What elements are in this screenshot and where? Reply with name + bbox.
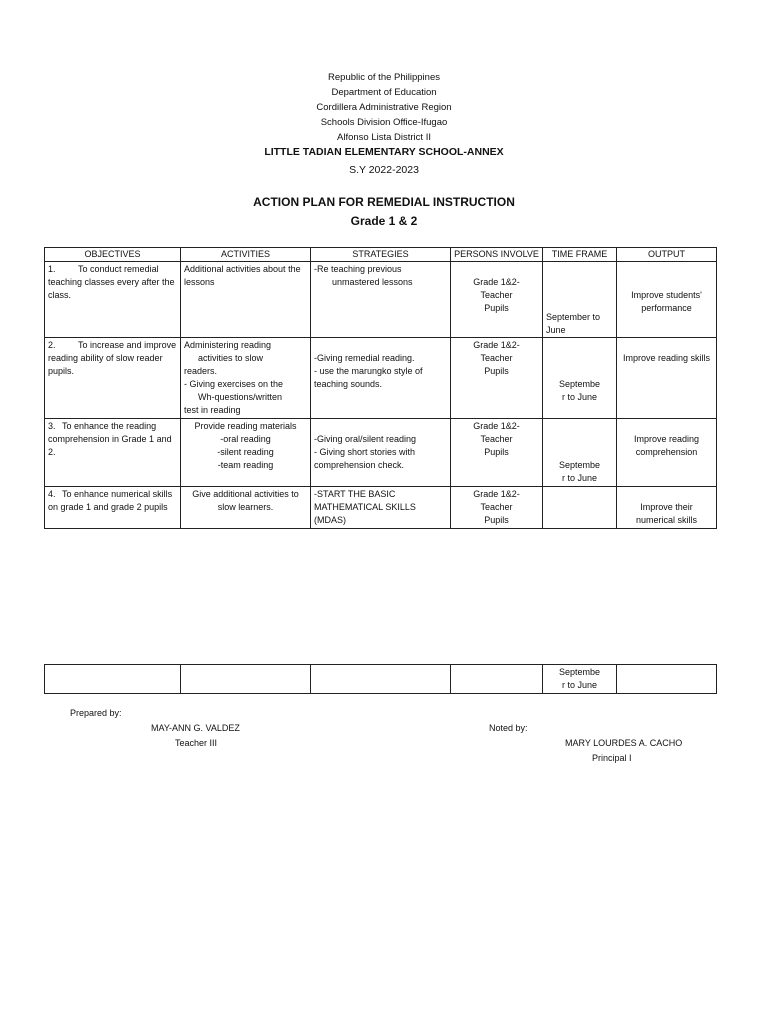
time-frame-cell xyxy=(543,262,617,338)
objective-cell xyxy=(45,487,181,529)
persons-line: Grade 1&2- xyxy=(473,421,520,431)
objective-number: 1. xyxy=(48,264,56,274)
blank-cell xyxy=(311,665,451,694)
strategies-cell xyxy=(311,419,451,487)
column-header-objectives: OBJECTIVES xyxy=(45,248,181,262)
blank-cell xyxy=(617,665,717,694)
activity-line: Provide reading materials xyxy=(194,421,297,431)
activities-cell xyxy=(181,419,311,487)
persons-line: Teacher xyxy=(480,502,513,512)
school-year: S.Y 2022-2023 xyxy=(349,164,419,176)
output-text: Improve their numerical skills xyxy=(635,502,697,525)
persons-cell xyxy=(451,338,543,419)
activity-line: Wh-questions/written xyxy=(198,392,283,402)
persons-line: Teacher xyxy=(480,353,513,363)
time-frame-text: Septembe r to June xyxy=(558,379,601,402)
column-header-output: OUTPUT xyxy=(617,248,717,262)
output-text: Improve reading skills xyxy=(622,353,711,363)
activity-line: Additional activities about the lessons xyxy=(184,264,301,287)
prepared-by-label: Prepared by: xyxy=(70,708,122,718)
time-frame-cell xyxy=(543,338,617,419)
noted-by-name: MARY LOURDES A. CACHO xyxy=(565,738,683,748)
strategies-cell xyxy=(311,262,451,338)
time-frame-cell xyxy=(543,665,617,694)
prepared-by-name: MAY-ANN G. VALDEZ xyxy=(151,723,240,733)
strategy-line: -Giving remedial reading. xyxy=(314,353,415,363)
persons-line: Grade 1&2- xyxy=(473,340,520,350)
activities-cell xyxy=(181,487,311,529)
strategies-cell xyxy=(311,487,451,529)
column-header-activities: ACTIVITIES xyxy=(181,248,311,262)
activity-line: - Giving exercises on the xyxy=(184,379,284,389)
table-row xyxy=(45,262,717,338)
objective-text: To enhance numerical skills on grade 1 and grade 2 pupils xyxy=(48,489,173,512)
persons-line: Teacher xyxy=(480,290,513,300)
time-frame-text: September to June xyxy=(546,312,601,335)
table-row xyxy=(45,419,717,487)
activity-line: Give additional activities to slow learners. xyxy=(192,489,299,512)
header-district: Alfonso Lista District II xyxy=(337,132,431,143)
header-republic: Republic of the Philippines xyxy=(328,72,440,83)
objective-cell xyxy=(45,419,181,487)
activity-line: -silent reading xyxy=(217,447,274,457)
output-cell xyxy=(617,338,717,419)
objective-number: 4. xyxy=(48,489,56,499)
column-header-persons: PERSONS INVOLVE xyxy=(451,248,543,262)
objective-number: 3. xyxy=(48,421,56,431)
activities-cell xyxy=(181,262,311,338)
blank-cell xyxy=(181,665,311,694)
strategies-cell xyxy=(311,338,451,419)
persons-line: Pupils xyxy=(484,366,509,376)
strategy-line: -Re teaching previous xyxy=(314,264,402,274)
school-name: LITTLE TADIAN ELEMENTARY SCHOOL-ANNEX xyxy=(264,146,504,158)
strategy-line: unmastered lessons xyxy=(332,277,413,287)
output-cell xyxy=(617,262,717,338)
output-text: Improve students' performance xyxy=(631,290,702,313)
document-title: ACTION PLAN FOR REMEDIAL INSTRUCTION xyxy=(253,195,515,209)
blank-cell xyxy=(451,665,543,694)
strategy-line: - use the marungko style of teaching sounds. xyxy=(314,366,423,389)
strategy-line: -START THE BASIC MATHEMATICAL SKILLS (MDAS) xyxy=(314,489,416,525)
header-division: Schools Division Office-Ifugao xyxy=(320,117,448,128)
column-header-strategies: STRATEGIES xyxy=(311,248,451,262)
output-text: Improve reading comprehension xyxy=(633,434,700,457)
table-row xyxy=(45,338,717,419)
output-cell xyxy=(617,487,717,529)
persons-line: Pupils xyxy=(484,515,509,525)
objective-text: To enhance the reading comprehension in Grade 1 and 2. xyxy=(48,421,172,457)
objective-cell xyxy=(45,338,181,419)
blank-table xyxy=(44,664,717,694)
noted-by-position: Principal I xyxy=(592,753,632,763)
objective-text: To increase and improve reading ability of slow reader pupils. xyxy=(48,340,177,376)
prepared-by-position: Teacher III xyxy=(175,738,218,748)
activity-line: -team reading xyxy=(217,460,274,470)
objective-text: To conduct remedial teaching classes every after the class. xyxy=(48,264,175,300)
activities-cell xyxy=(181,338,311,419)
noted-by-label: Noted by: xyxy=(489,723,528,733)
persons-line: Teacher xyxy=(480,434,513,444)
activity-line: Administering reading xyxy=(184,340,272,350)
time-frame-text: Septembe r to June xyxy=(558,667,601,690)
activity-line: -oral reading xyxy=(220,434,271,444)
action-plan-table xyxy=(44,247,717,529)
persons-cell xyxy=(451,419,543,487)
strategy-line: - Giving short stories with comprehension check. xyxy=(314,447,416,470)
time-frame-text: Septembe r to June xyxy=(558,460,601,483)
blank-cell xyxy=(45,665,181,694)
output-cell xyxy=(617,419,717,487)
header-department: Department of Education xyxy=(331,87,437,98)
objective-number: 2. xyxy=(48,340,56,350)
persons-line: Pupils xyxy=(484,447,509,457)
persons-line: Pupils xyxy=(484,303,509,313)
activity-line: readers. xyxy=(184,366,218,376)
persons-line: Grade 1&2- xyxy=(473,489,520,499)
grade-subtitle: Grade 1 & 2 xyxy=(350,214,418,228)
persons-cell xyxy=(451,487,543,529)
table-header-row xyxy=(45,248,717,262)
table-row xyxy=(45,665,717,694)
table-row xyxy=(45,487,717,529)
column-header-time-frame: TIME FRAME xyxy=(543,248,617,262)
activity-line: activities to slow xyxy=(198,353,264,363)
time-frame-cell xyxy=(543,419,617,487)
persons-cell xyxy=(451,262,543,338)
strategy-line: -Giving oral/silent reading xyxy=(314,434,417,444)
activity-line: test in reading xyxy=(184,405,241,415)
header-region: Cordillera Administrative Region xyxy=(316,102,452,113)
objective-cell xyxy=(45,262,181,338)
time-frame-cell xyxy=(543,487,617,529)
persons-line: Grade 1&2- xyxy=(473,277,520,287)
